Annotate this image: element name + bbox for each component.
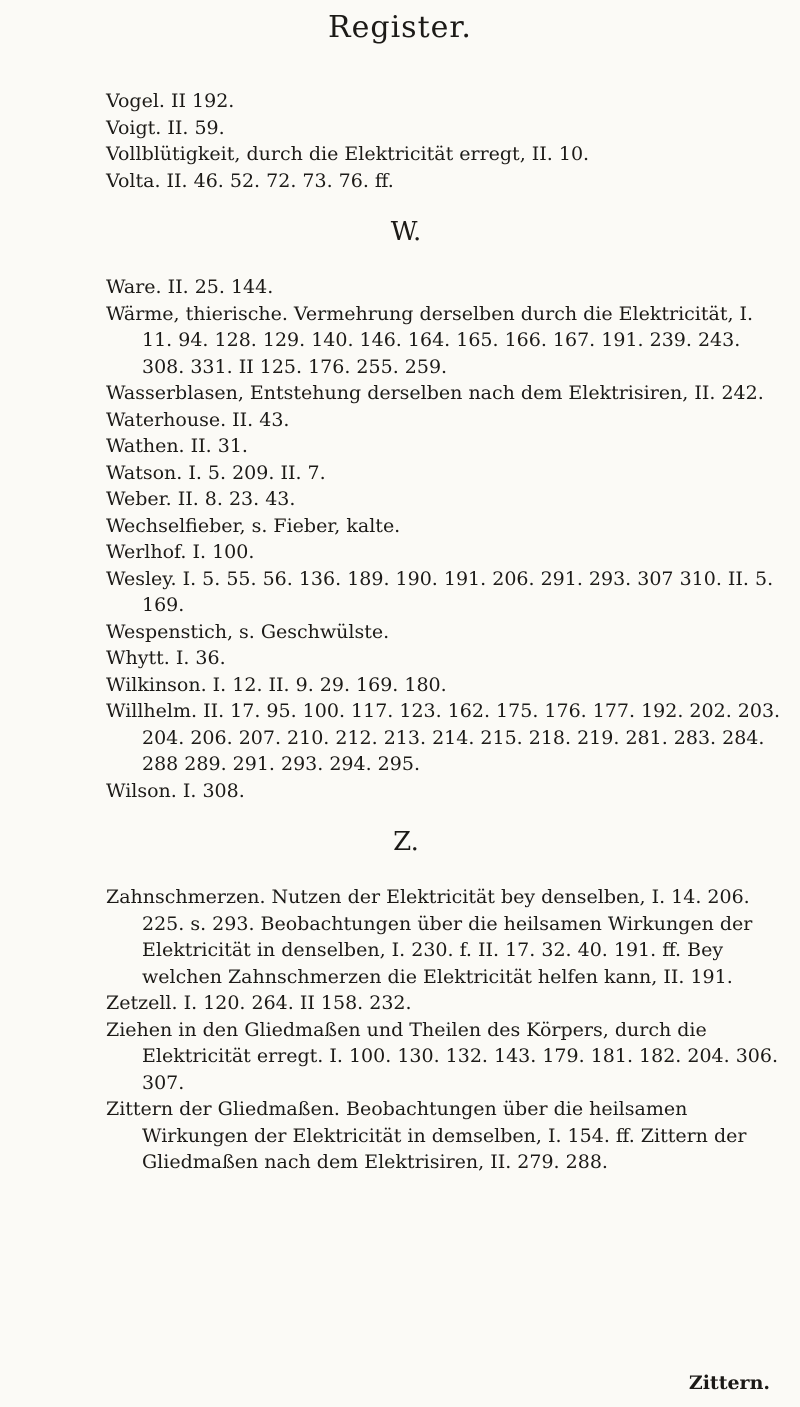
index-entry: Whytt. I. 36. [106,647,226,669]
index-entry: Volta. II. 46. 52. 72. 73. 76. ff. [106,169,394,192]
index-entry: Waterhouse. II. 43. [106,408,290,431]
section-w-pre [106,88,786,194]
index-entry: Wesley. I. 5. 55. 56. 136. 189. 190. 191. 206. 291. 293. 307 310. II. 5. 169. [106,567,774,616]
index-entry: Wasserblasen, Entstehung derselben nach dem Elektrisiren, II. 242. [106,382,764,404]
index-entry: Vogel. II 192. [106,90,235,112]
page-title: Register. [328,10,472,45]
index-entries [106,88,786,1176]
section-z [106,884,786,1176]
index-entry: Wärme, thierische. Vermehrung derselben durch die Elektricität, I. 11. 94. 128. 129. 140. 146. 164. 165. 166. 167. 191. 239. 243. 308. 331. II 125. 176. 255. 259. [106,302,754,378]
index-entry: Werlhof. I. 100. [106,541,255,563]
index-entry: Voigt. II. 59. [106,116,225,139]
index-entry: Vollblütigkeit, durch die Elektricität erregt, II. 10. [106,143,590,165]
section-letter-z: Z. [393,827,419,857]
index-entry: Wilkinson. I. 12. II. 9. 29. 169. 180. [106,673,447,696]
index-entry: Wathen. II. 31. [106,435,248,457]
index-entry: Ware. II. 25. 144. [106,276,274,298]
index-entry: Willhelm. II. 17. 95. 100. 117. 123. 162. 175. 176. 177. 192. 202. 203. 204. 206. 207. 210. 212. 213. 214. 215. 218. 219. 281. 283. 284. 288 289. 291. 293. 294. 295. [106,700,781,775]
catchword: Zittern. [688,1372,770,1394]
section-w [106,274,786,804]
index-entry: Wespenstich, s. Geschwülste. [106,620,390,643]
index-entry: Zahnschmerzen. Nutzen der Elektricität bey denselben, I. 14. 206. 225. s. 293. Beobachtungen über die heilsamen Wirkungen der Elektricität in denselben, I. 230. f. II. 17. 32. 40. 191. ff. Bey welchen Zahnschmerzen die Elektricität helfen kann, II. 191. [106,886,753,988]
index-entry: Watson. I. 5. 209. II. 7. [106,461,326,484]
index-entry: Wilson. I. 308. [106,779,245,802]
section-letter-w: W. [390,217,422,247]
index-entry: Zetzell. I. 120. 264. II 158. 232. [106,992,412,1014]
index-entry: Ziehen in den Gliedmaßen und Theilen des Körpers, durch die Elektricität erregt. I. 100. 130. 132. 143. 179. 181. 182. 204. 306. 307. [106,1018,779,1094]
index-entry: Zittern der Gliedmaßen. Beobachtungen über die heilsamen Wirkungen der Elektricität in demselben, I. 154. ff. Zittern der Gliedmaßen nach dem Elektrisiren, II. 279. 288. [106,1098,747,1173]
index-entry: Weber. II. 8. 23. 43. [106,488,296,510]
index-entry: Wechselfieber, s. Fieber, kalte. [106,514,401,537]
